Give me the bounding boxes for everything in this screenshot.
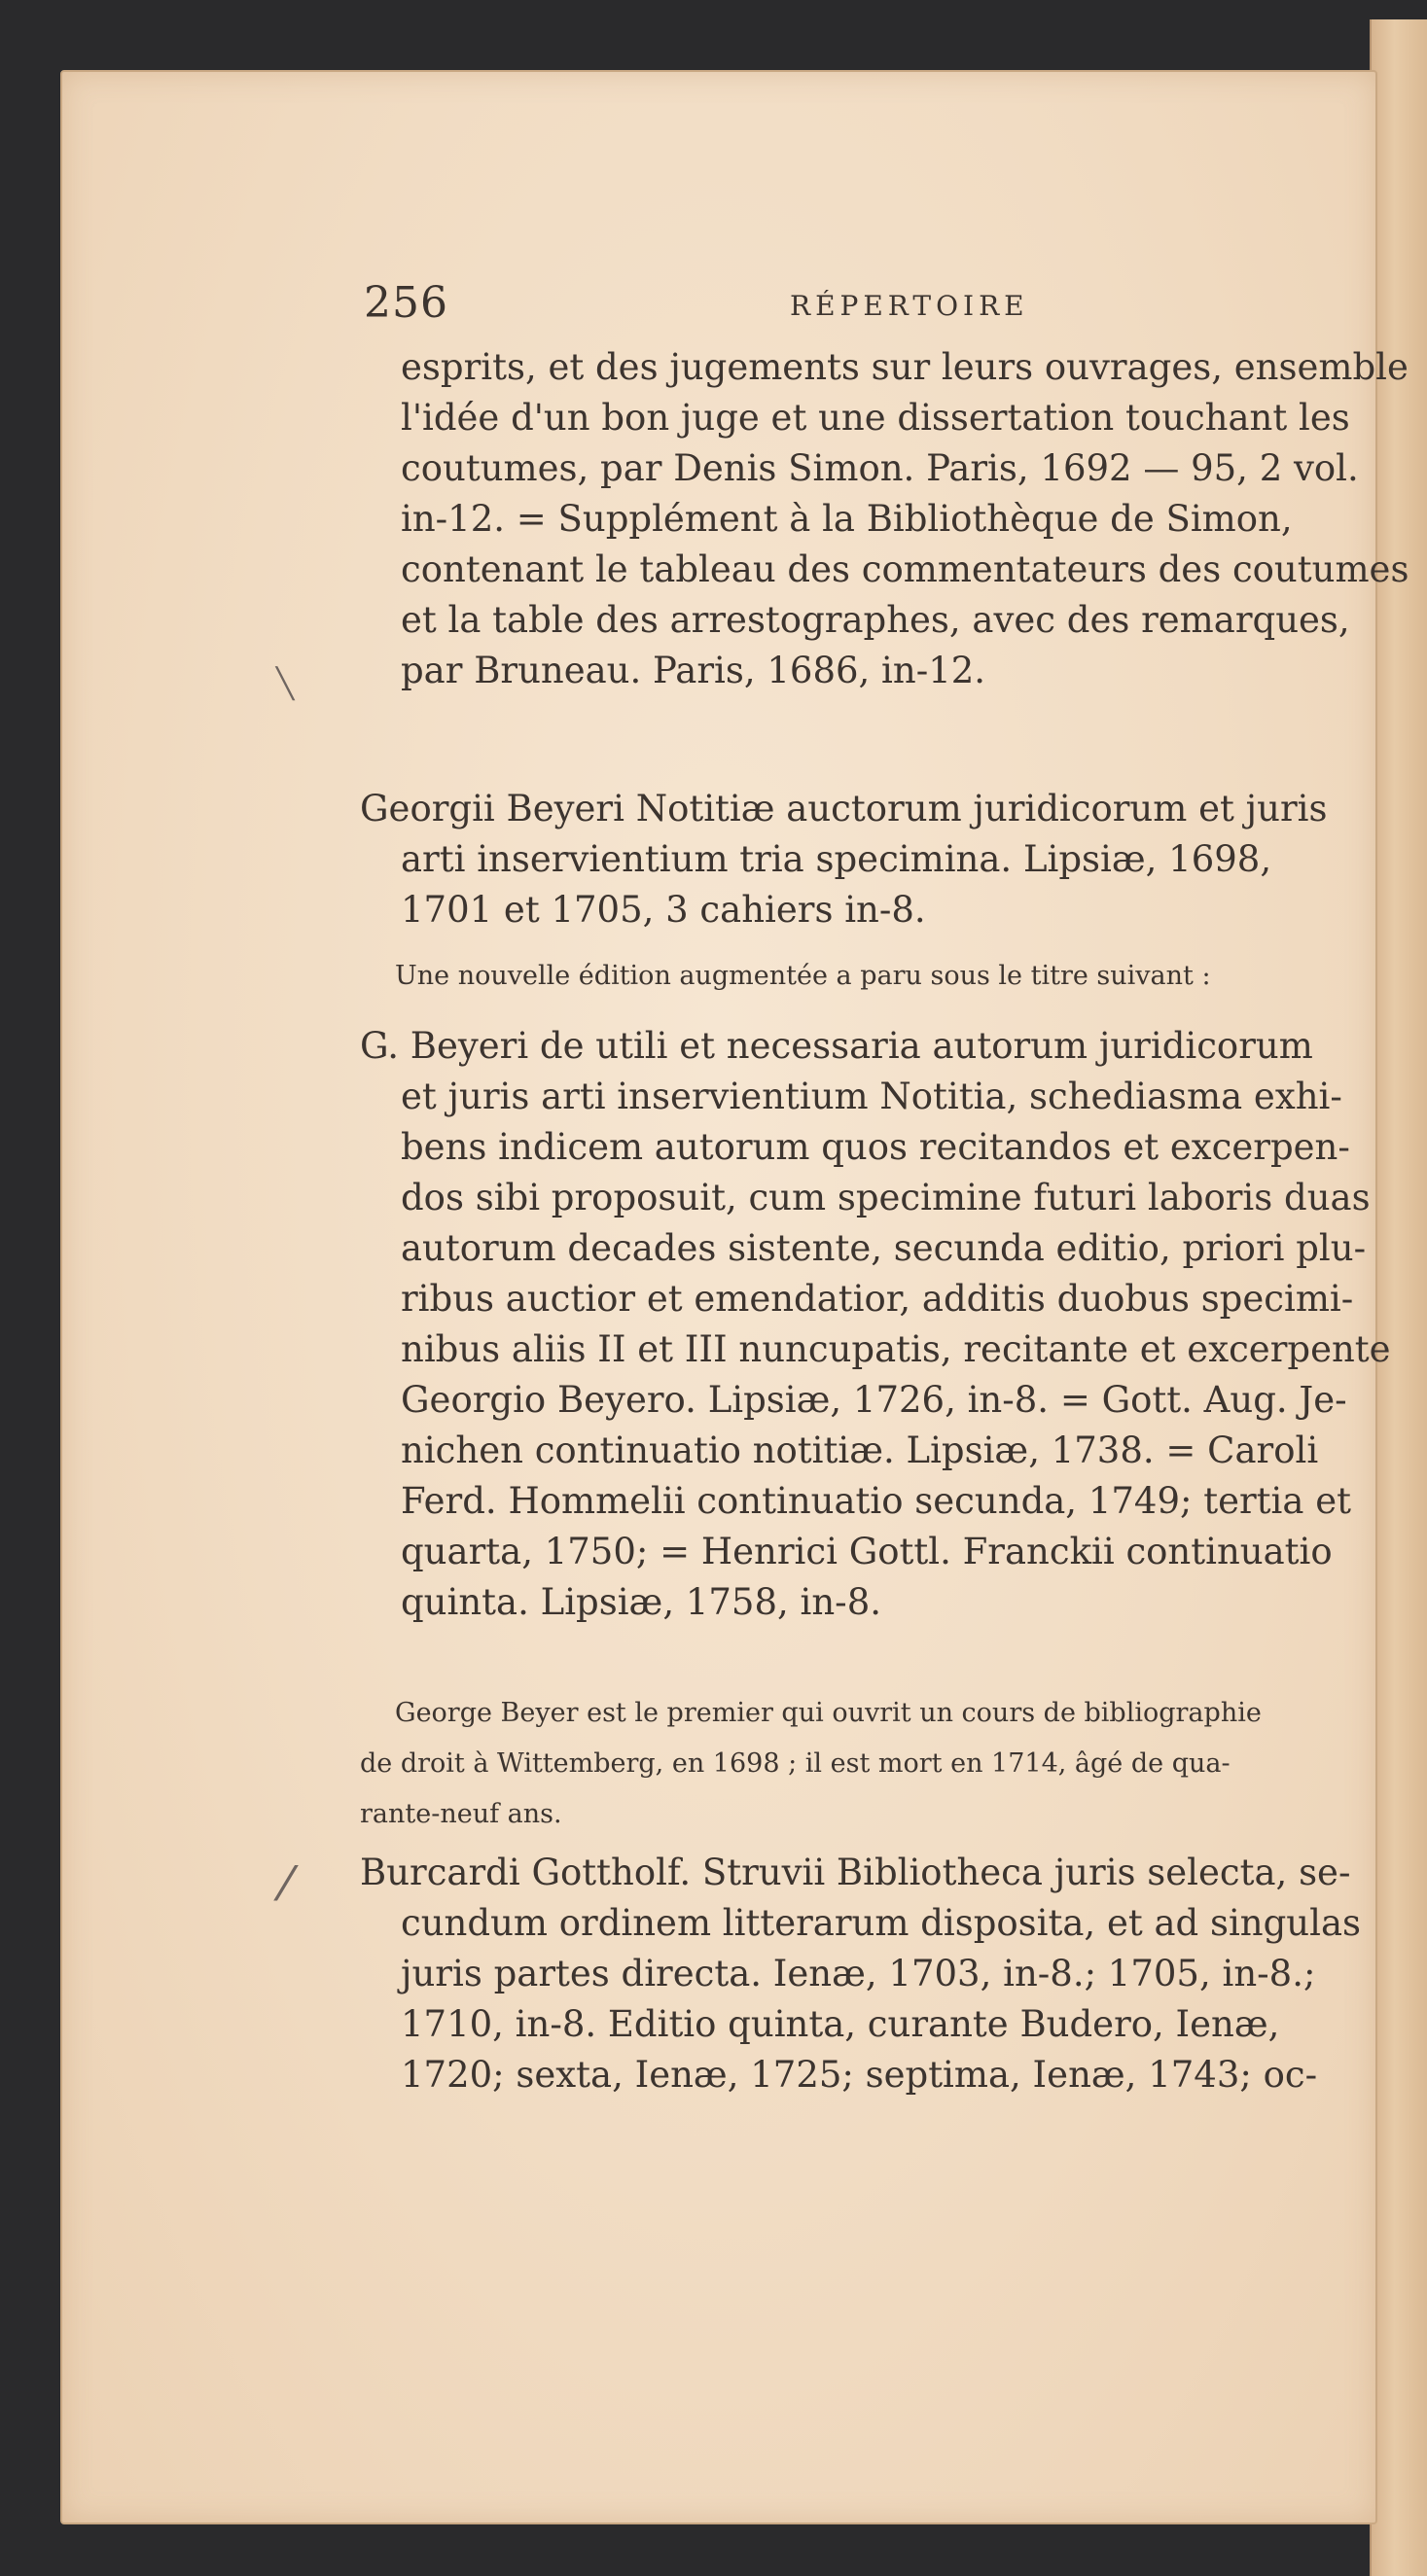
text-line: cundum ordinem litterarum disposita, et ad singulas: [401, 1902, 1362, 1944]
text-line: contenant le tableau des commentateurs des coutumes: [401, 548, 1409, 590]
running-title: RÉPERTOIRE: [790, 290, 1029, 322]
book-page: [60, 70, 1409, 2524]
text-line: et juris arti inservientium Notitia, schediasma exhi-: [401, 1076, 1342, 1117]
entry-beyeri-de-utili: [360, 1021, 1391, 1628]
pencil-tick-mark-icon: ╲: [276, 667, 295, 701]
text-line: Georgii Beyeri Notitiæ auctorum juridicorum et juris: [360, 788, 1328, 829]
text-line: et la table des arrestographes, avec des remarques,: [401, 599, 1350, 641]
entry-simon-continuation: [401, 342, 1409, 696]
text-line: 1720; sexta, Ienæ, 1725; septima, Ienæ, 1743; oc-: [401, 2054, 1318, 2096]
page-content: [62, 72, 1409, 2523]
text-line: arti inservientium tria specimina. Lipsiæ, 1698,: [401, 838, 1272, 880]
text-line: Ferd. Hommelii continuatio secunda, 1749; tertia et: [401, 1480, 1351, 1522]
text-line: bens indicem autorum quos recitandos et excerpen-: [401, 1126, 1350, 1168]
page-number: 256: [364, 278, 448, 328]
note-line: rante-neuf ans.: [360, 1799, 562, 1829]
text-line: esprits, et des jugements sur leurs ouvrages, ensemble: [401, 346, 1409, 388]
text-line: nichen continuatio notitiæ. Lipsiæ, 1738. = Caroli: [401, 1429, 1319, 1471]
text-line: coutumes, par Denis Simon. Paris, 1692 — 95, 2 vol.: [401, 447, 1359, 489]
text-line: quarta, 1750; = Henrici Gottl. Franckii continuatio: [401, 1531, 1333, 1572]
entry-beyeri-notitiae: [360, 784, 1327, 935]
text-line: quinta. Lipsiæ, 1758, in-8.: [401, 1581, 881, 1623]
text-line: dos sibi proposuit, cum specimine futuri laboris duas: [401, 1177, 1371, 1218]
text-line: par Bruneau. Paris, 1686, in-12.: [401, 650, 986, 691]
entry-struvii-bibliotheca: [360, 1848, 1361, 2100]
text-line: autorum decades sistente, secunda editio, priori plu-: [401, 1227, 1367, 1269]
text-line: G. Beyeri de utili et necessaria autorum juridicorum: [360, 1025, 1313, 1067]
text-line: in-12. = Supplément à la Bibliothèque de Simon,: [401, 498, 1293, 540]
text-line: juris partes directa. Ienæ, 1703, in-8.; 1705, in-8.;: [401, 1953, 1316, 1994]
pencil-slash-mark-icon: ⁄: [282, 1857, 291, 1912]
text-line: nibus aliis II et III nuncupatis, recitante et excerpente: [401, 1328, 1391, 1370]
note-new-edition: [395, 951, 1211, 1002]
note-line: George Beyer est le premier qui ouvrit un cours de bibliographie: [395, 1698, 1262, 1728]
text-line: 1701 et 1705, 3 cahiers in-8.: [401, 889, 926, 931]
text-line: Georgio Beyero. Lipsiæ, 1726, in-8. = Gott. Aug. Je-: [401, 1379, 1347, 1421]
text-line: l'idée d'un bon juge et une dissertation touchant les: [401, 397, 1350, 439]
note-line: de droit à Wittemberg, en 1698 ; il est mort en 1714, âgé de qua-: [360, 1748, 1231, 1779]
running-head: [364, 278, 1337, 336]
note-george-beyer: [360, 1688, 1262, 1840]
text-line: Burcardi Gottholf. Struvii Bibliotheca juris selecta, se-: [360, 1852, 1351, 1893]
note-line: Une nouvelle édition augmentée a paru sous le titre suivant :: [395, 961, 1211, 991]
text-line: ribus auctior et emendatior, additis duobus specimi-: [401, 1278, 1354, 1320]
text-line: 1710, in-8. Editio quinta, curante Budero, Ienæ,: [401, 2003, 1280, 2045]
